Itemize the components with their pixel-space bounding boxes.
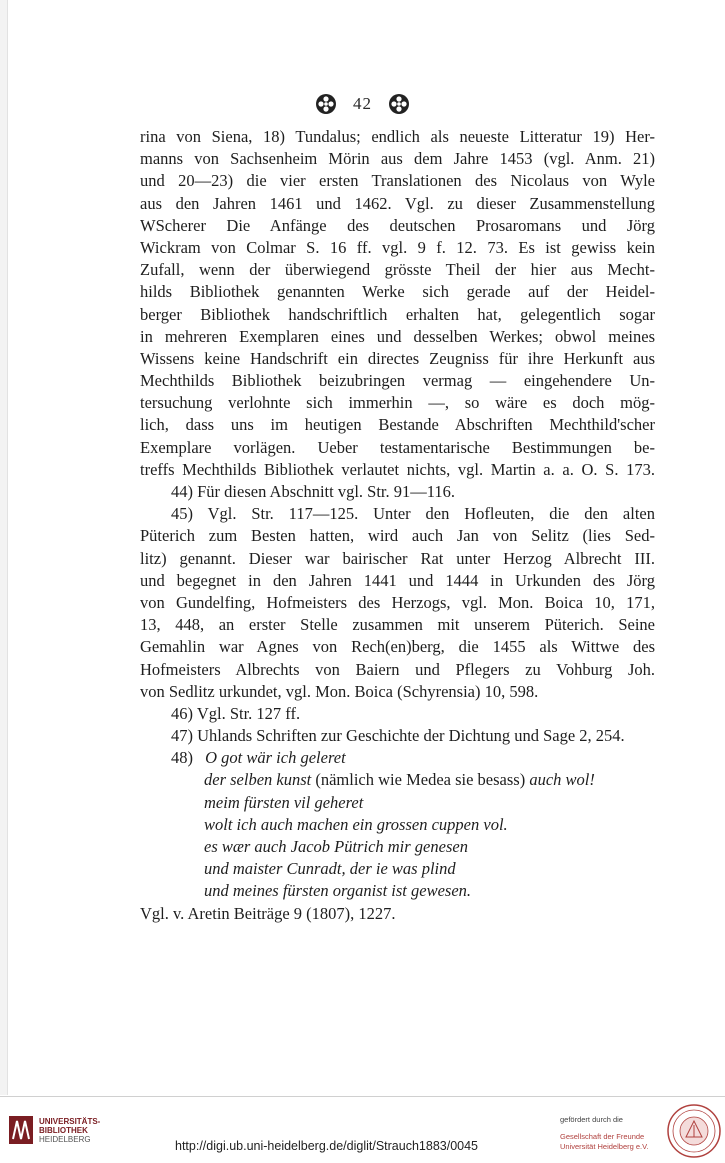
text-line: 13, 448, an erster Stelle zusammen mit unserem Püterich. Seine [140, 615, 655, 635]
verse-line-mixed [140, 769, 655, 791]
page-number: 42 [353, 94, 372, 113]
text-line: Exemplare vorlägen. Ueber testamentarische Bestimmungen be- [140, 437, 655, 457]
text-line: Püterich zum Besten hatten, wird auch Jan von Selitz (lies Sed- [140, 526, 655, 546]
text-line: und 20—23) die vier ersten Translationen des Nicolaus von Wyle [140, 171, 655, 191]
verse-fragment: auch wol! [529, 770, 595, 790]
fleuron-icon [388, 93, 410, 115]
text-line: in mehreren Exemplaren eines und desselben Werkes; obwol meines [140, 326, 655, 346]
library-logo[interactable] [8, 1115, 100, 1145]
text-line: tersuchung verlohnte sich immerhin —, so wäre es doch mög- [140, 393, 655, 413]
verse-line: und meines fürsten organist ist gewesen. [204, 881, 472, 901]
verse-line: und maister Cunradt, der ie was plind [204, 859, 456, 879]
sponsor-label: gefördert durch die [560, 1115, 623, 1124]
footnote-45: 45) Vgl. Str. 117—125. Unter den Hofleuten, die den alten [171, 504, 655, 524]
text-line: rina von Siena, 18) Tundalus; endlich als neueste Litteratur 19) Her- [140, 127, 655, 146]
text-line: Gemahlin war Agnes von Rech(en)berg, die 1455 als Wittwe des [140, 637, 655, 657]
page-body [140, 126, 655, 925]
library-name [39, 1117, 100, 1144]
text-line: Zufall, wenn der überwiegend grösste Theil der hier aus Mecht- [140, 260, 655, 280]
text-line: WScherer Die Anfänge des deutschen Prosaromans und Jörg [140, 215, 655, 235]
library-logo-icon [8, 1115, 34, 1145]
fleuron-icon [315, 93, 337, 115]
text-line: Wissens keine Handschrift ein directes Zeugniss für ihre Herkunft aus [140, 348, 655, 368]
closing-line: Vgl. v. Aretin Beiträge 9 (1807), 1227. [140, 903, 396, 923]
library-line: HEIDELBERG [39, 1134, 91, 1144]
verse-fragment: der selben kunst [204, 770, 312, 790]
footnote-48 [140, 747, 655, 769]
footnote-46: 46) Vgl. Str. 127 ff. [171, 703, 301, 723]
university-seal-icon[interactable] [666, 1103, 722, 1159]
page-header [0, 93, 725, 115]
sponsor-line: Gesellschaft der Freunde [560, 1132, 645, 1141]
verse-line: meim fürsten vil geheret [204, 792, 364, 812]
verse-line: es wær auch Jacob Pütrich mir genesen [204, 837, 468, 856]
text-line: Hofmeisters Albrechts von Baiern und Pflegers zu Vohburg Joh. [140, 659, 655, 679]
text-line: hilds Bibliothek genannten Werke sich gerade auf der Heidel- [140, 282, 655, 302]
verse-line: wolt ich auch machen ein grossen cuppen vol. [204, 814, 508, 834]
library-line: BIBLIOTHEK [39, 1125, 88, 1135]
page-edge [0, 0, 8, 1095]
text-line: Wickram von Colmar S. 16 ff. vgl. 9 f. 12. 73. Es ist gewiss kein [140, 237, 655, 257]
source-url[interactable]: http://digi.ub.uni-heidelberg.de/diglit/Strauch1883/0045 [175, 1139, 478, 1153]
library-line: UNIVERSITÄTS- [39, 1116, 101, 1126]
footnote-44: 44) Für diesen Abschnitt vgl. Str. 91—116. [171, 482, 456, 501]
sponsor-line: Universität Heidelberg e.V. [560, 1142, 649, 1151]
sponsor-name [560, 1132, 665, 1152]
footer-bar [0, 1096, 725, 1163]
verse-gloss: (nämlich wie Medea sie besass) [311, 770, 530, 790]
text-line: berger Bibliothek handschriftlich erhalten hat, gelegentlich sogar [140, 304, 655, 324]
text-line: treffs Mechthilds Bibliothek verlautet nichts, vgl. Martin a. a. O. S. 173. [140, 459, 655, 479]
text-line: und begegnet in den Jahren 1441 und 1444 in Urkunden des Jörg [140, 570, 655, 590]
text-line: von Sedlitz urkundet, vgl. Mon. Boica (Schyrensia) 10, 598. [140, 681, 539, 701]
footnote-47: 47) Uhlands Schriften zur Geschichte der Dichtung und Sage 2, 254. [171, 726, 625, 746]
text-line: litz) genannt. Dieser war bairischer Rat unter Herzog Albrecht III. [140, 548, 655, 568]
footnote-number: 48) [171, 748, 193, 768]
text-line: aus den Jahren 1461 und 1462. Vgl. zu dieser Zusammenstellung [140, 193, 655, 213]
text-line: lich, dass uns im heutigen Bestande Abschriften Mechthild'scher [140, 415, 655, 435]
text-line: manns von Sachsenheim Mörin aus dem Jahre 1453 (vgl. Anm. 21) [140, 149, 655, 169]
text-line: von Gundelfing, Hofmeisters des Herzogs, vgl. Mon. Boica 10, 171, [140, 592, 655, 612]
text-line: Mechthilds Bibliothek beizubringen vermag — eingehendere Un- [140, 371, 655, 391]
verse-line: O got wär ich geleret [205, 748, 346, 768]
sponsor-block [560, 1115, 665, 1152]
